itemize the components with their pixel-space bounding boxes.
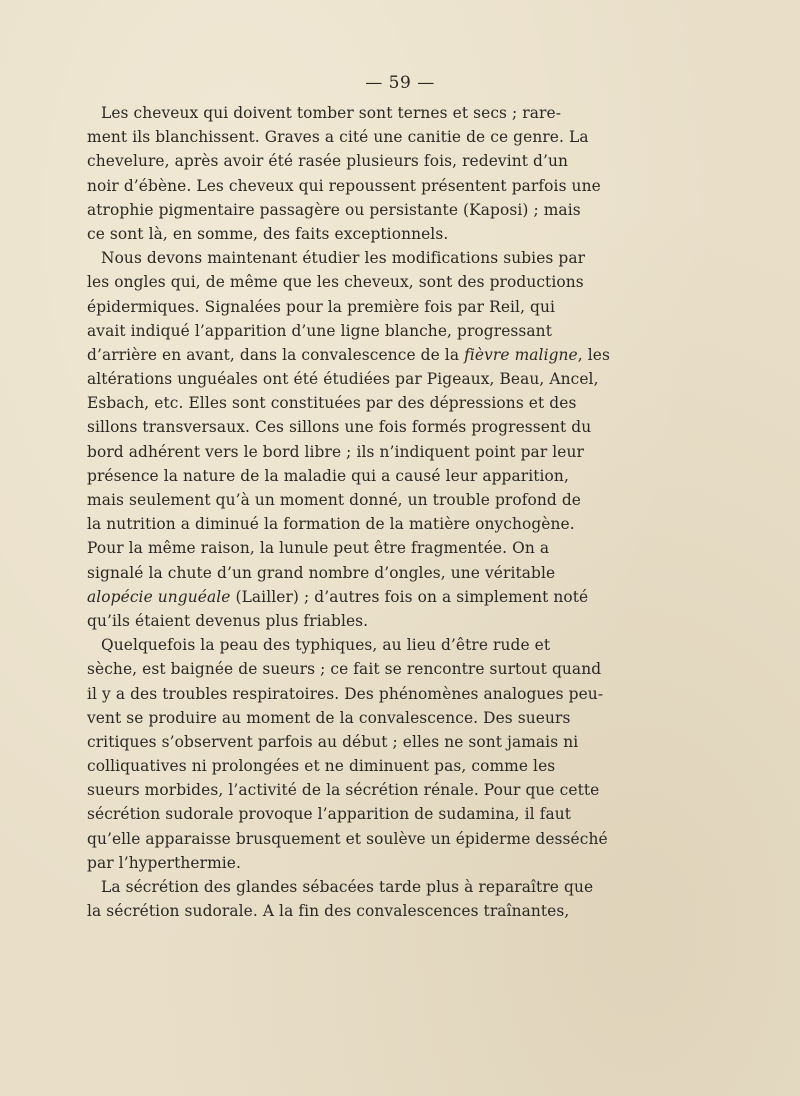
text-line: il y a des troubles respiratoires. Des phénomènes analogues peu- bbox=[87, 684, 604, 703]
text-line: sillons transversaux. Ces sillons une fois formés progressent du bbox=[87, 418, 592, 437]
text-line bbox=[87, 343, 610, 367]
text-line: bord adhérent vers le bord libre ; ils n’indiquent point par leur bbox=[87, 442, 584, 461]
text-line: altérations unguéales ont été étudiées par Pigeaux, Beau, Ancel, bbox=[87, 370, 599, 389]
text-line: mais seulement qu’à un moment donné, un trouble profond de bbox=[87, 491, 582, 509]
text-line: Pour la même raison, la lunule peut être fragmentée. On a bbox=[87, 539, 550, 558]
text-line: Quelquefois la peau des typhiques, au lieu d’être rude et bbox=[101, 636, 551, 655]
italic-term: alopécie unguéale bbox=[87, 587, 231, 606]
paragraph bbox=[87, 246, 610, 633]
text-line: La sécrétion des glandes sébacées tarde plus à reparaître que bbox=[101, 878, 594, 896]
text-line: signalé la chute d’un grand nombre d’ongles, une véritable bbox=[87, 563, 556, 582]
text-line: Esbach, etc. Elles sont constituées par des dépressions et des bbox=[87, 394, 577, 413]
text-line: chevelure, après avoir été rasée plusieurs fois, redevint d’un bbox=[87, 152, 568, 171]
text-line: épidermiques. Signalées pour la première fois par Reil, qui bbox=[87, 297, 556, 316]
text-line: noir d’ébène. Les cheveux qui repoussent présentent parfois une bbox=[87, 176, 601, 195]
paragraph bbox=[87, 101, 601, 246]
text-line: la nutrition a diminué la formation de la matière onychogène. bbox=[87, 515, 575, 534]
text-line: critiques s’observent parfois au début ; elles ne sont jamais ni bbox=[87, 732, 579, 751]
text-line: qu’elle apparaisse brusquement et soulève un épiderme desséché bbox=[87, 829, 608, 848]
text-line: présence la nature de la maladie qui a causé leur apparition, bbox=[87, 466, 569, 485]
line-segment: , les bbox=[577, 345, 610, 364]
body-text bbox=[87, 101, 610, 923]
text-line: qu’ils étaient devenus plus friables. bbox=[87, 611, 369, 630]
text-line: avait indiqué l’apparition d’une ligne blanche, progressant bbox=[87, 321, 552, 340]
text-line: les ongles qui, de même que les cheveux, sont des productions bbox=[87, 273, 584, 292]
italic-term: fièvre maligne bbox=[464, 345, 578, 364]
page-number: — 59 — bbox=[365, 73, 435, 93]
text-line: atrophie pigmentaire passagère ou persistante (Kaposi) ; mais bbox=[87, 200, 581, 219]
text-line: ment ils blanchissent. Graves a cité une canitie de ce genre. La bbox=[87, 128, 589, 147]
text-line: ce sont là, en somme, des faits exceptionnels. bbox=[87, 224, 449, 243]
text-line: par l’hyperthermie. bbox=[87, 853, 241, 872]
text-line: vent se produire au moment de la convalescence. Des sueurs bbox=[87, 708, 571, 727]
paragraph bbox=[87, 875, 594, 923]
text-line: sèche, est baignée de sueurs ; ce fait se rencontre surtout quand bbox=[87, 660, 602, 679]
line-segment: d’arrière en avant, dans la convalescence de la bbox=[87, 345, 465, 364]
text-line bbox=[87, 585, 589, 609]
text-line: Les cheveux qui doivent tomber sont ternes et secs ; rare- bbox=[101, 104, 562, 122]
text-line: colliquatives ni prolongées et ne diminuent pas, comme les bbox=[87, 757, 556, 776]
text-line: sueurs morbides, l’activité de la sécrétion rénale. Pour que cette bbox=[87, 781, 600, 800]
text-line: Nous devons maintenant étudier les modifications subies par bbox=[101, 249, 586, 268]
line-segment: (Lailler) ; d’autres fois on a simplement noté bbox=[230, 587, 589, 606]
text-line: la sécrétion sudorale. A la fin des convalescences traînantes, bbox=[87, 902, 570, 921]
paragraph bbox=[87, 633, 608, 875]
text-line: sécrétion sudorale provoque l’apparition de sudamina, il faut bbox=[87, 805, 572, 824]
